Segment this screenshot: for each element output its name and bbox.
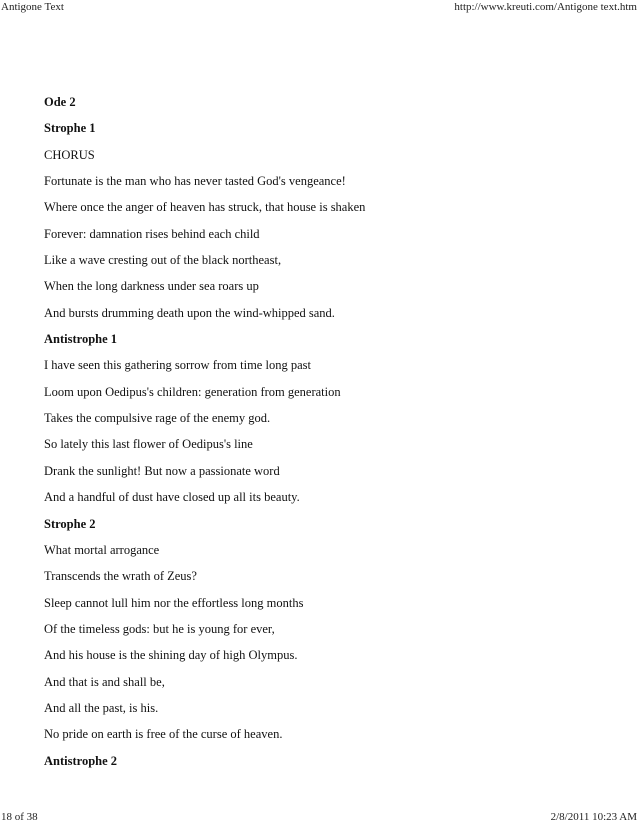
section-heading: Antistrophe 2 [44,753,118,768]
text-line: When the long darkness under sea roars up [44,279,259,294]
document-body [44,89,604,774]
page-footer-page-number: 18 of 38 [1,811,38,823]
text-line: Of the timeless gods: but he is young for ever, [44,621,275,636]
page-header-url: http://www.kreuti.com/Antigone text.htm [454,1,637,13]
text-line: And his house is the shining day of high Olympus. [44,648,298,663]
text-line: Where once the anger of heaven has struck, that house is shaken [44,200,366,215]
text-line: And all the past, is his. [44,700,159,715]
text-line: Loom upon Oedipus's children: generation from generation [44,384,341,399]
section-heading: Strophe 1 [44,121,96,136]
text-line: Drank the sunlight! But now a passionate word [44,463,280,478]
text-line: No pride on earth is free of the curse of heaven. [44,727,283,742]
text-line: And that is and shall be, [44,674,165,689]
text-line: Like a wave cresting out of the black northeast, [44,253,282,268]
text-line: Fortunate is the man who has never tasted God's vengeance! [44,174,346,189]
text-line: Takes the compulsive rage of the enemy god. [44,411,271,426]
text-line: I have seen this gathering sorrow from time long past [44,358,311,373]
text-line: What mortal arrogance [44,542,160,557]
text-line: And a handful of dust have closed up all its beauty. [44,490,300,505]
page-footer-datetime: 2/8/2011 10:23 AM [550,811,637,823]
text-line: And bursts drumming death upon the wind-whipped sand. [44,305,335,320]
text-line: CHORUS [44,147,95,162]
section-heading: Strophe 2 [44,516,96,531]
page-header-title: Antigone Text [1,1,64,13]
section-heading: Antistrophe 1 [44,332,118,347]
text-line: Sleep cannot lull him nor the effortless long months [44,595,304,610]
text-line: Forever: damnation rises behind each child [44,226,260,241]
text-line: Transcends the wrath of Zeus? [44,569,197,584]
section-heading: Ode 2 [44,95,76,109]
text-line: So lately this last flower of Oedipus's line [44,437,253,452]
